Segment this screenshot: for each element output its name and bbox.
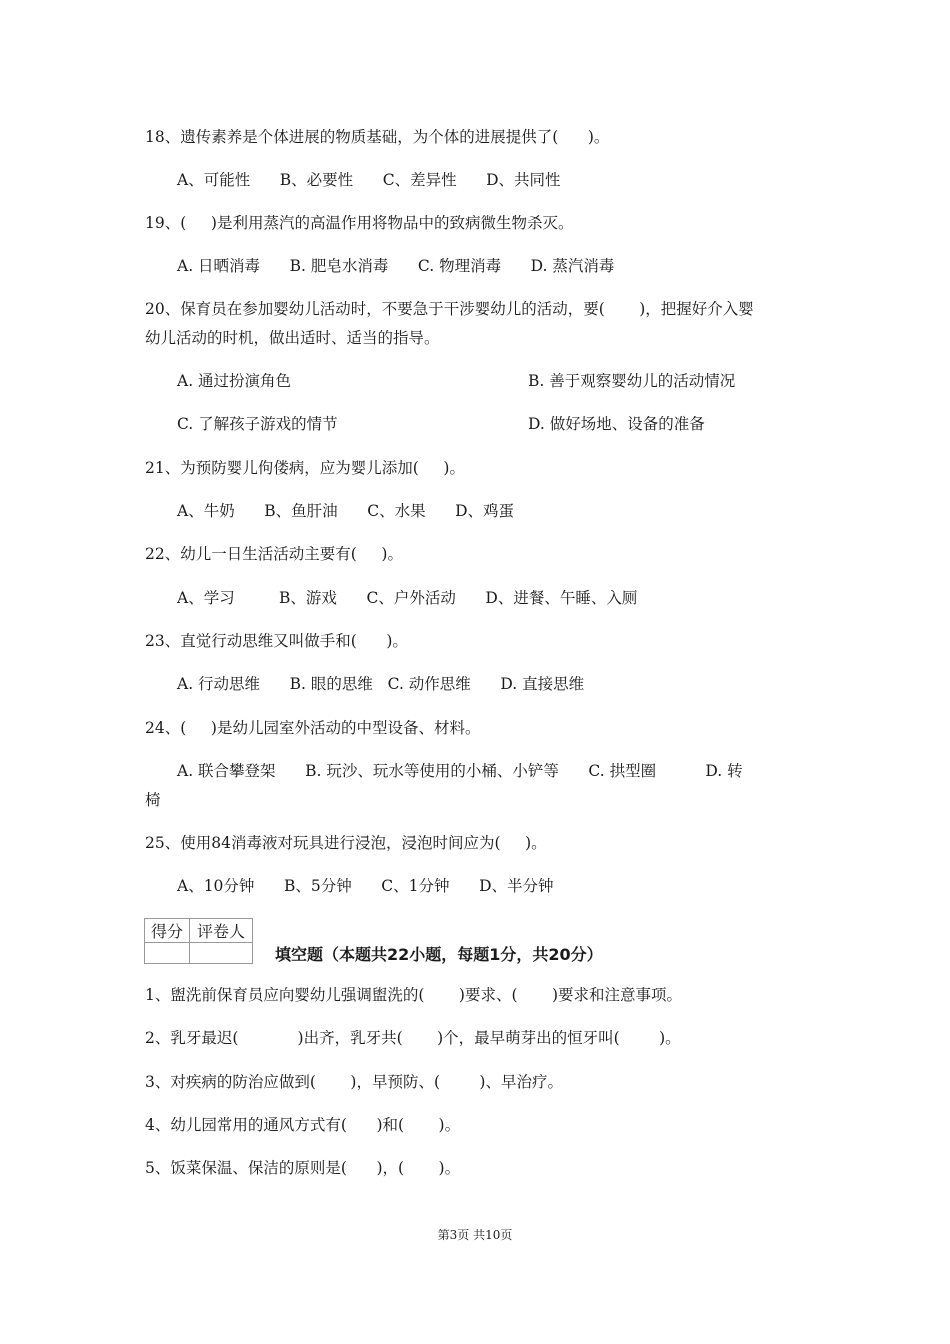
- question-20-option-c: C. 了解孩子游戏的情节: [177, 415, 338, 433]
- question-23-stem: 23、直觉行动思维又叫做手和( )。: [145, 632, 408, 650]
- question-18-stem: 18、遗传素养是个体进展的物质基础，为个体的进展提供了( )。: [145, 128, 610, 146]
- question-22-stem: 22、幼儿一日生活活动主要有( )。: [145, 545, 403, 563]
- score-box-header-score: 得分: [145, 919, 190, 943]
- score-box-score-cell: [145, 943, 190, 964]
- page-footer: 第3页 共10页: [437, 1228, 513, 1242]
- fill-blank-4: 4、幼儿园常用的通风方式有( )和( )。: [145, 1116, 461, 1134]
- question-20-option-b: B. 善于观察婴幼儿的活动情况: [528, 372, 736, 390]
- fill-blank-5: 5、饭菜保温、保洁的原则是( )，( )。: [145, 1159, 461, 1177]
- fill-blank-3: 3、对疾病的防治应做到( )，早预防、( )、早治疗。: [145, 1073, 563, 1091]
- question-23-options: A. 行动思维 B. 眼的思维 C. 动作思维 D. 直接思维: [177, 675, 585, 693]
- fill-blank-2: 2、乳牙最迟( )出齐，乳牙共( )个，最早萌芽出的恒牙叫( )。: [145, 1029, 681, 1047]
- fill-blank-1: 1、盥洗前保育员应向婴幼儿强调盥洗的( )要求、( )要求和注意事项。: [145, 986, 683, 1004]
- question-24-options-line2: 椅: [145, 791, 161, 809]
- question-19-options: A. 日晒消毒 B. 肥皂水消毒 C. 物理消毒 D. 蒸汽消毒: [177, 257, 615, 275]
- question-20-option-a: A. 通过扮演角色: [177, 372, 292, 390]
- score-box-grader-cell: [190, 943, 253, 964]
- question-18-options: A、可能性 B、必要性 C、差异性 D、共同性: [177, 171, 561, 189]
- question-22-options: A、学习 B、游戏 C、户外活动 D、进餐、午睡、入厕: [177, 589, 638, 607]
- section-title-fill-blanks: 填空题（本题共22小题，每题1分，共20分）: [275, 945, 603, 964]
- question-21-options: A、牛奶 B、鱼肝油 C、水果 D、鸡蛋: [177, 502, 515, 520]
- score-box-header-grader: 评卷人: [190, 919, 253, 943]
- question-20-option-d: D. 做好场地、设备的准备: [528, 415, 705, 433]
- score-box: [144, 918, 253, 964]
- question-21-stem: 21、为预防婴儿佝偻病，应为婴儿添加( )。: [145, 459, 465, 477]
- question-24-stem: 24、( )是幼儿园室外活动的中型设备、材料。: [145, 719, 481, 737]
- question-20-stem-line2: 幼儿活动的时机，做出适时、适当的指导。: [145, 329, 440, 347]
- question-19-stem: 19、( )是利用蒸汽的高温作用将物品中的致病微生物杀灭。: [145, 214, 574, 232]
- question-20-stem-line1: 20、保育员在参加婴幼儿活动时，不要急于干涉婴幼儿的活动，要( )，把握好介入婴: [145, 300, 754, 318]
- question-25-options: A、10分钟 B、5分钟 C、1分钟 D、半分钟: [177, 877, 554, 895]
- question-24-options-line1: A. 联合攀登架 B. 玩沙、玩水等使用的小桶、小铲等 C. 拱型圈 D. 转: [177, 762, 743, 780]
- question-25-stem: 25、使用84消毒液对玩具进行浸泡，浸泡时间应为( )。: [145, 834, 547, 852]
